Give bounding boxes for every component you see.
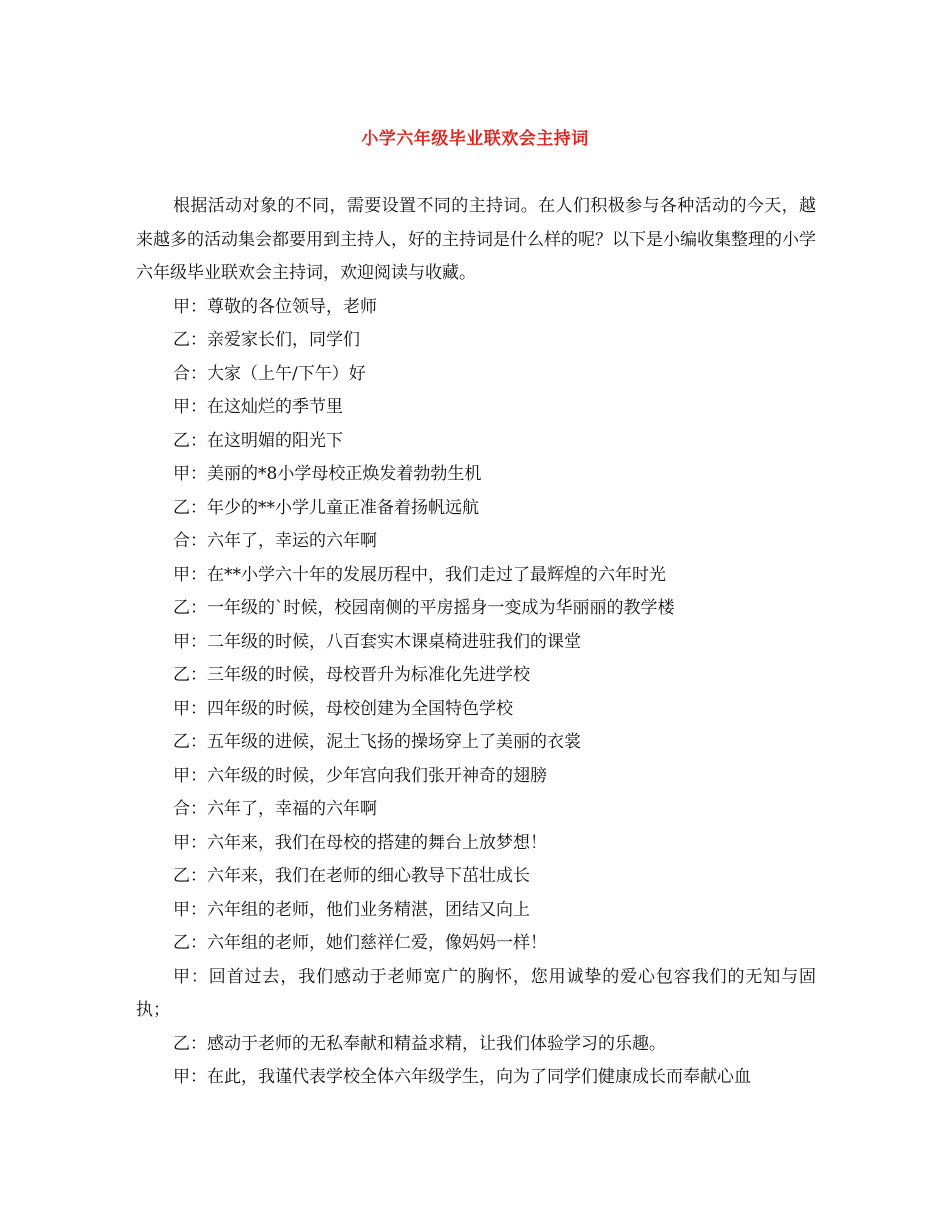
paragraph: 甲：回首过去，我们感动于老师宽广的胸怀，您用诚挚的爱心包容我们的无知与固执； bbox=[136, 966, 816, 1020]
paragraph: 乙：五年级的进候，泥土飞扬的操场穿上了美丽的衣裳 bbox=[173, 732, 581, 752]
paragraph: 乙：一年级的`时候，校园南侧的平房摇身一变成为华丽丽的教学楼 bbox=[173, 598, 675, 618]
paragraph: 合：大家（上午/下午）好 bbox=[173, 363, 366, 384]
paragraph: 根据活动对象的不同，需要设置不同的主持词。在人们积极参与各种活动的今天，越来越多的活动集会都要用到主持人，好的主持词是什么样的呢？以下是小编收集整理的小学六年级毕业联欢会主持词，欢迎阅读与收藏。 bbox=[136, 196, 816, 283]
paragraph: 乙：感动于老师的无私奉献和精益求精，让我们体验学习的乐趣。 bbox=[173, 1033, 666, 1054]
paragraph: 甲：六年组的老师，他们业务精湛，团结又向上 bbox=[173, 899, 530, 920]
paragraph: 乙：亲爱家长们，同学们 bbox=[173, 330, 360, 350]
document-title: 小学六年级毕业联欢会主持词 bbox=[361, 129, 589, 149]
paragraph: 甲：六年级的时候，少年宫向我们张开神奇的翅膀 bbox=[173, 765, 547, 786]
paragraph: 甲：六年来，我们在母校的搭建的舞台上放梦想！ bbox=[173, 832, 547, 853]
paragraph: 乙：六年组的老师，她们慈祥仁爱，像妈妈一样！ bbox=[173, 933, 547, 953]
paragraph: 甲：二年级的时候，八百套实木课桌椅进驻我们的课堂 bbox=[173, 631, 581, 652]
paragraph: 乙：在这明媚的阳光下 bbox=[173, 430, 343, 451]
paragraph: 甲：四年级的时候，母校创建为全国特色学校 bbox=[173, 698, 513, 719]
paragraph: 甲：在这灿烂的季节里 bbox=[173, 397, 343, 417]
paragraph: 合：六年了，幸福的六年啊 bbox=[173, 799, 377, 819]
document-body bbox=[136, 190, 816, 1095]
paragraph: 甲：在**小学六十年的发展历程中，我们走过了最辉煌的六年时光 bbox=[173, 564, 666, 585]
paragraph: 甲：在此，我谨代表学校全体六年级学生，向为了同学们健康成长而奉献心血 bbox=[173, 1067, 751, 1087]
paragraph: 乙：六年来，我们在老师的细心教导下茁壮成长 bbox=[173, 866, 530, 886]
paragraph: 甲：美丽的*8小学母校正焕发着勃勃生机 bbox=[173, 464, 482, 484]
paragraph: 甲：尊敬的各位领导，老师 bbox=[173, 296, 377, 317]
paragraph: 合：六年了，幸运的六年啊 bbox=[173, 531, 377, 551]
paragraph: 乙：三年级的时候，母校晋升为标准化先进学校 bbox=[173, 665, 530, 685]
paragraph: 乙：年少的**小学儿童正准备着扬帆远航 bbox=[173, 497, 479, 518]
